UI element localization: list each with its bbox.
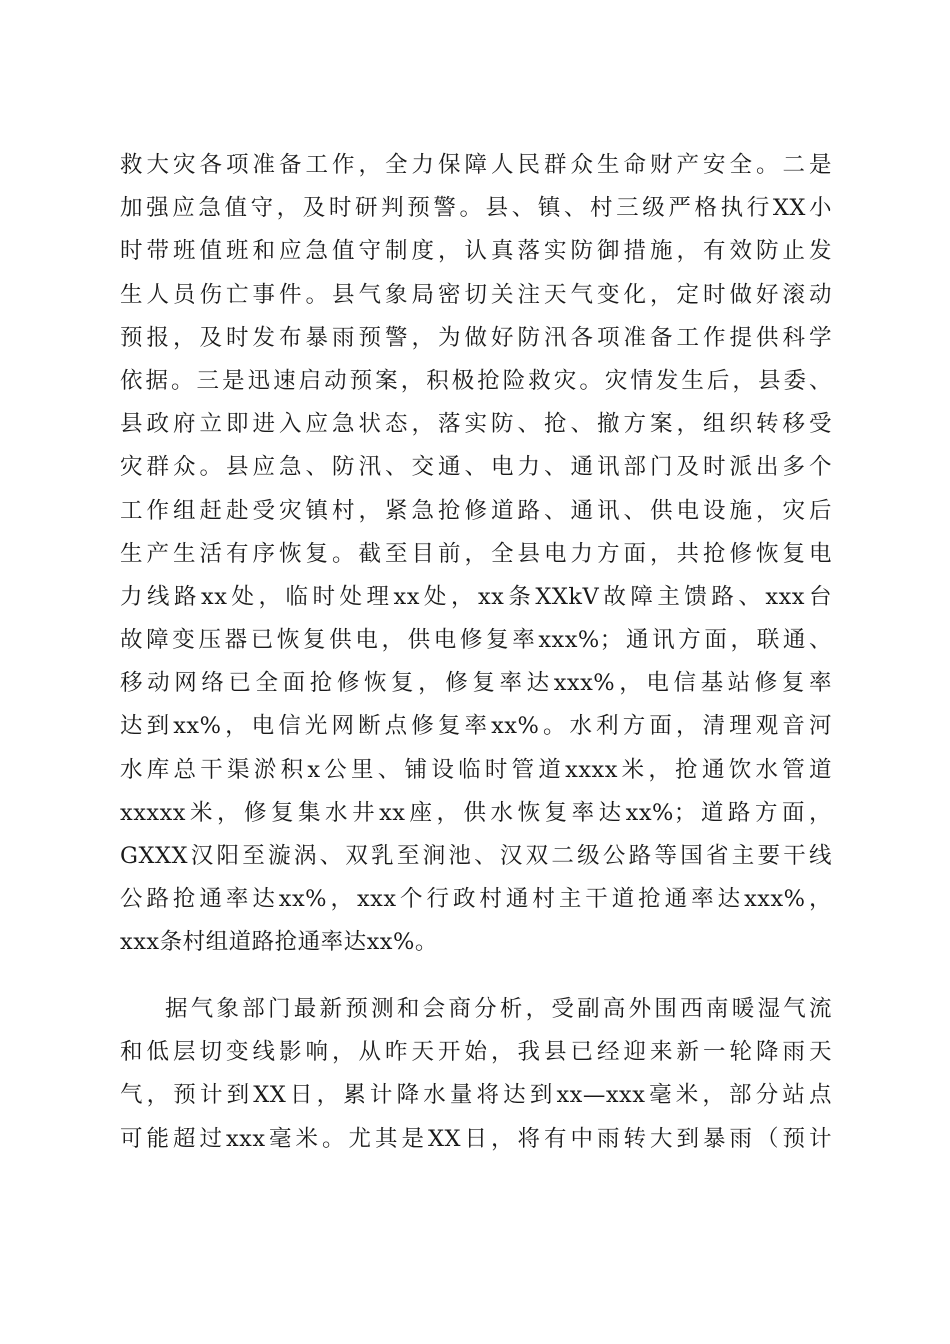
text-line: 工作组赶赴受灾镇村，紧急抢修道路、通讯、供电设施，灾后 <box>120 497 832 524</box>
text-line: 县政府立即进入应急状态，落实防、抢、撤方案，组织转移受 <box>120 411 832 438</box>
text-line: 移动网络已全面抢修恢复，修复率达xxx%，电信基站修复率 <box>120 670 832 697</box>
text-line: xxxxx米，修复集水井xx座，供水恢复率达xx%；道路方面， <box>120 799 832 826</box>
text-line: 救大灾各项准备工作，全力保障人民群众生命财产安全。二是 <box>120 152 832 178</box>
text-line: 预报，及时发布暴雨预警，为做好防汛各项准备工作提供科学 <box>120 324 832 351</box>
text-line: 生产生活有序恢复。截至目前，全县电力方面，共抢修恢复电 <box>120 540 832 567</box>
text-line: 依据。三是迅速启动预案，积极抢险救灾。灾情发生后，县委、 <box>120 367 832 394</box>
text-line: 故障变压器已恢复供电，供电修复率xxx%；通讯方面，联通、 <box>120 627 832 654</box>
text-line: 据气象部门最新预测和会商分析，受副高外围西南暖湿气流 <box>165 996 832 1022</box>
text-line: 加强应急值守，及时研判预警。县、镇、村三级严格执行XX小 <box>120 195 832 222</box>
text-line: 生人员伤亡事件。县气象局密切关注天气变化，定时做好滚动 <box>120 281 832 308</box>
text-line: 达到xx%，电信光网断点修复率xx%。水利方面，清理观音河 <box>120 713 832 740</box>
text-line: 灾群众。县应急、防汛、交通、电力、通讯部门及时派出多个 <box>120 454 832 481</box>
text-line: 气，预计到XX日，累计降水量将达到xx—xxx毫米，部分站点 <box>120 1082 832 1109</box>
paragraph-1 <box>120 144 832 965</box>
text-line: GXXX汉阳至漩涡、双乳至涧池、汉双二级公路等国省主要干线 <box>120 843 832 869</box>
text-line: 力线路xx处，临时处理xx处，xx条XXkV故障主馈路、xxx台 <box>120 583 832 610</box>
text-line: xxx条村组道路抢通率达xx%。 <box>120 929 438 956</box>
text-line: 水库总干渠淤积x公里、铺设临时管道xxxx米，抢通饮水管道 <box>120 756 832 783</box>
text-line: 公路抢通率达xx%，xxx个行政村通村主干道抢通率达xxx%， <box>120 886 832 913</box>
paragraph-2 <box>120 988 832 1161</box>
text-line: 和低层切变线影响，从昨天开始，我县已经迎来新一轮降雨天 <box>120 1039 832 1066</box>
text-line: 时带班值班和应急值守制度，认真落实防御措施，有效防止发 <box>120 238 832 265</box>
text-line: 可能超过xxx毫米。尤其是XX日，将有中雨转大到暴雨（预计 <box>120 1125 832 1152</box>
